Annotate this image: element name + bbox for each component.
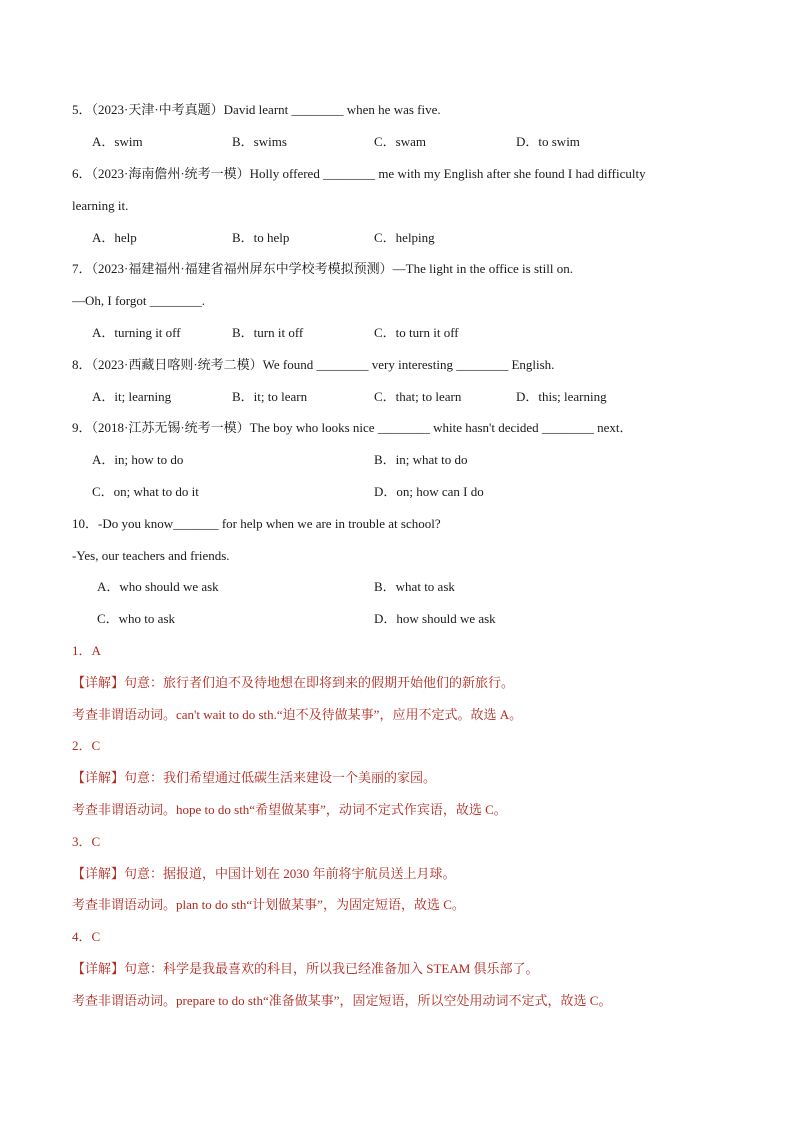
question-10-option-a: A．who should we ask bbox=[97, 579, 219, 594]
answer-3-key: 3．C bbox=[72, 834, 101, 849]
question-7-option-b: B．turn it off bbox=[232, 325, 304, 340]
question-9-option-c: C．on; what to do it bbox=[92, 484, 199, 499]
answer-2-key: 2．C bbox=[72, 738, 101, 753]
question-8-option-d: D．this; learning bbox=[516, 389, 607, 404]
answer-3-explain: 考查非谓语动词。plan to do sth“计划做某事”，为固定短语，故选 C。 bbox=[72, 897, 465, 912]
answer-2-explain: 考查非谓语动词。hope to do sth“希望做某事”，动词不定式作宾语，故选 C。 bbox=[72, 802, 507, 817]
question-9-option-a: A．in; how to do bbox=[92, 452, 184, 467]
question-6-option-b: B．to help bbox=[232, 230, 290, 245]
question-10-option-d: D．how should we ask bbox=[374, 611, 496, 626]
answer-4-explain: 考查非谓语动词。prepare to do sth“准备做某事”，固定短语，所以空处用动词不定式，故选 C。 bbox=[72, 993, 612, 1008]
question-10-option-b: B．what to ask bbox=[374, 579, 455, 594]
answer-2-detail: 【详解】句意：我们希望通过低碳生活来建设一个美丽的家园。 bbox=[72, 770, 437, 785]
question-10-option-c: C．who to ask bbox=[97, 611, 176, 626]
question-5-stem: 5．（2023·天津·中考真题）David learnt ________ when he was five. bbox=[72, 102, 441, 117]
question-5-option-b: B．swims bbox=[232, 134, 287, 149]
question-6-option-c: C．helping bbox=[374, 230, 435, 245]
question-6-stem-cont: learning it. bbox=[72, 198, 129, 213]
question-5-option-c: C．swam bbox=[374, 134, 427, 149]
question-8-option-c: C．that; to learn bbox=[374, 389, 462, 404]
question-7-option-a: A．turning it off bbox=[92, 325, 181, 340]
question-5-option-a: A．swim bbox=[92, 134, 143, 149]
question-9-stem: 9．（2018·江苏无锡·统考一模）The boy who looks nice ________ white hasn't decided ________ next． bbox=[72, 420, 633, 435]
question-9-option-b: B．in; what to do bbox=[374, 452, 468, 467]
question-6-stem: 6．（2023·海南儋州·统考一模）Holly offered ________ me with my English after she found I had difficulty bbox=[72, 166, 646, 181]
question-10-stem: 10．-Do you know_______ for help when we are in trouble at school? bbox=[72, 516, 441, 531]
answer-1-detail: 【详解】句意：旅行者们迫不及待地想在即将到来的假期开始他们的新旅行。 bbox=[72, 675, 515, 690]
answer-1-explain: 考查非谓语动词。can't wait to do sth.“迫不及待做某事”，应用不定式。故选 A。 bbox=[72, 707, 523, 722]
question-8-option-b: B．it; to learn bbox=[232, 389, 308, 404]
question-10-stem-cont: -Yes, our teachers and friends. bbox=[72, 548, 230, 563]
question-7-stem: 7．（2023·福建福州·福建省福州屏东中学校考模拟预测）—The light in the office is still on. bbox=[72, 261, 573, 276]
question-7-stem-cont: —Oh, I forgot ________. bbox=[72, 293, 206, 308]
answer-1-key: 1．A bbox=[72, 643, 101, 658]
question-5-option-d: D．to swim bbox=[516, 134, 580, 149]
question-8-stem: 8．（2023·西藏日喀则·统考二模）We found ________ very interesting ________ English. bbox=[72, 357, 555, 372]
question-8-option-a: A．it; learning bbox=[92, 389, 172, 404]
question-7-option-c: C．to turn it off bbox=[374, 325, 459, 340]
question-9-option-d: D．on; how can I do bbox=[374, 484, 484, 499]
question-6-option-a: A．help bbox=[92, 230, 137, 245]
answer-4-key: 4．C bbox=[72, 929, 101, 944]
answer-4-detail: 【详解】句意：科学是我最喜欢的科目，所以我已经准备加入 STEAM 俱乐部了。 bbox=[72, 961, 539, 976]
answer-3-detail: 【详解】句意：据报道，中国计划在 2030 年前将宇航员送上月球。 bbox=[72, 866, 456, 881]
